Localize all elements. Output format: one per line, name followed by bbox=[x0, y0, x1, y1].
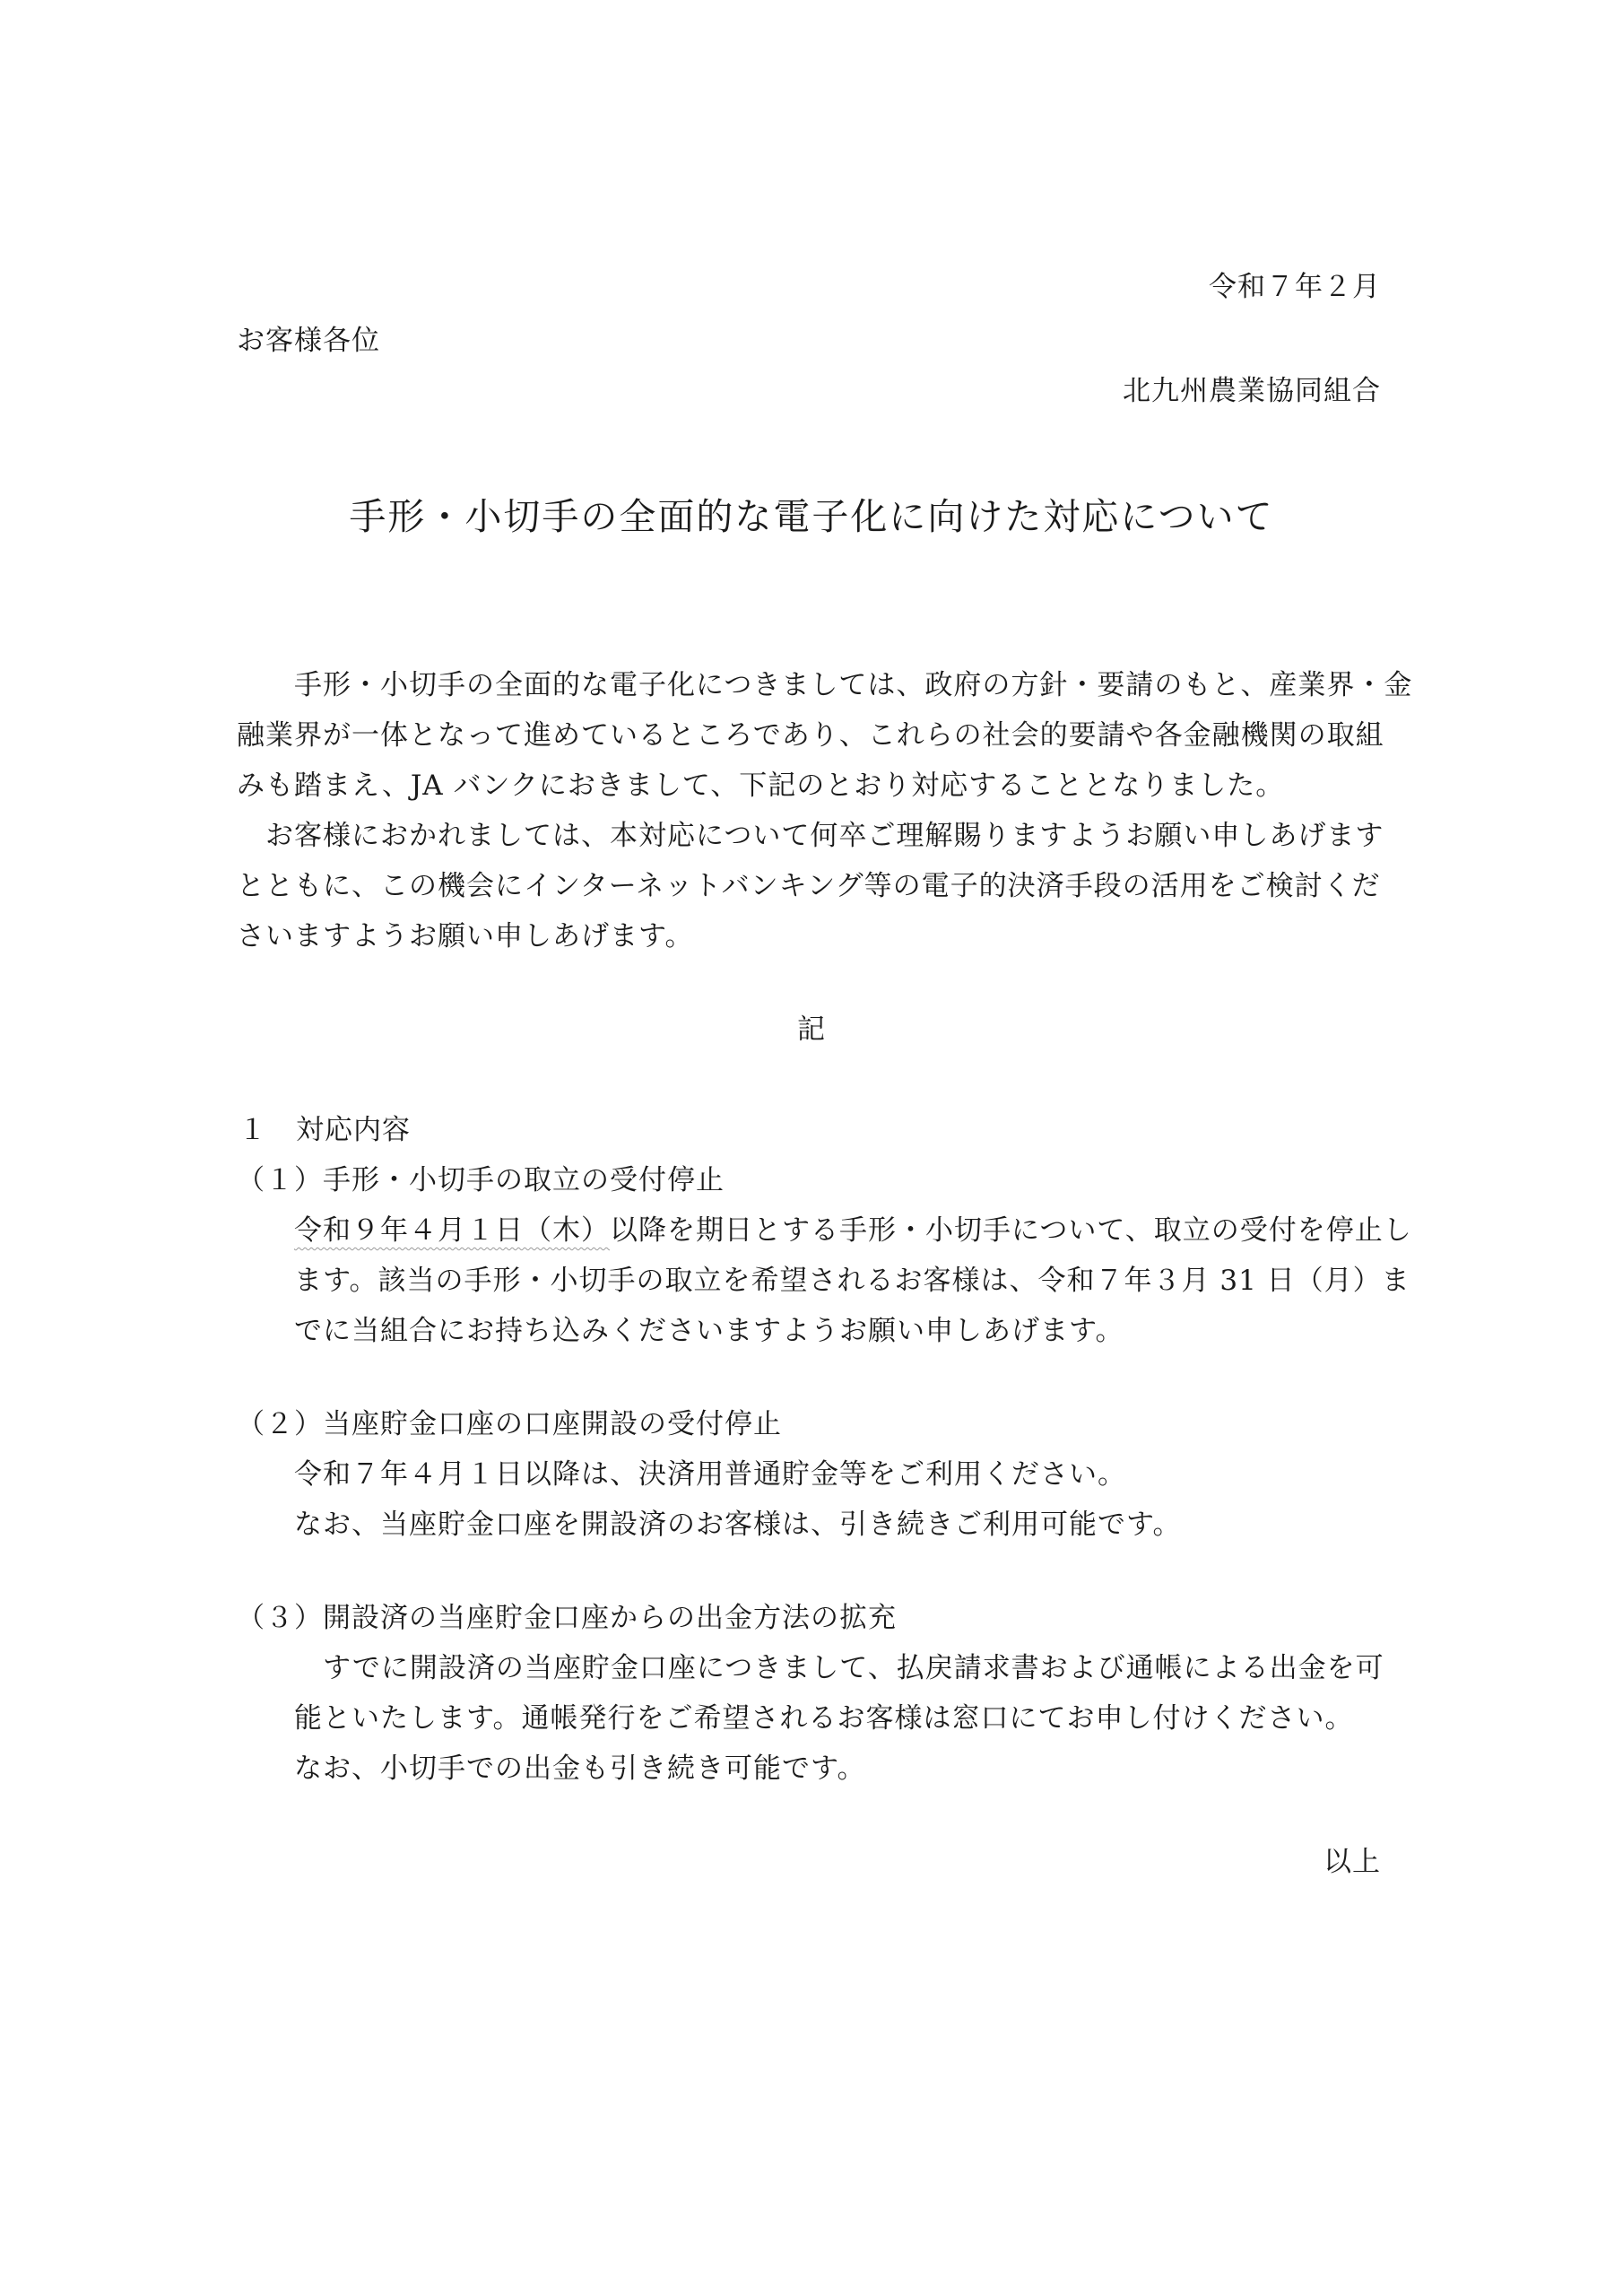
item-1-heading: （１）手形・小切手の取立の受付停止 bbox=[237, 1164, 725, 1196]
addressee: お客様各位 bbox=[237, 325, 380, 357]
item-2-line-2: なお、当座貯金口座を開設済のお客様は、引き続きご利用可能です。 bbox=[294, 1509, 1182, 1541]
intro-paragraph-2-line-3: さいますようお願い申しあげます。 bbox=[237, 920, 694, 952]
item-1-line-2: ます。該当の手形・小切手の取立を希望されるお客様は、令和７年３月 31 日（月）ま bbox=[294, 1265, 1410, 1297]
closing-ijo: 以上 bbox=[1324, 1846, 1381, 1878]
item-1-line-1-rest: 以降を期日とする手形・小切手について、取立の受付を停止し bbox=[610, 1214, 1412, 1247]
item-3-line-1: すでに開設済の当座貯金口座につきまして、払戻請求書および通帳による出金を可 bbox=[323, 1652, 1384, 1684]
intro-paragraph-2-line-2: とともに、この機会にインターネットバンキング等の電子的決済手段の活用をご検討くだ bbox=[237, 870, 1381, 902]
intro-paragraph-1-line-3: みも踏まえ、JA バンクにおきまして、下記のとおり対応することとなりました。 bbox=[237, 770, 1285, 802]
item-3-heading: （３）開設済の当座貯金口座からの出金方法の拡充 bbox=[237, 1602, 897, 1634]
sender-organization: 北九州農業協同組合 bbox=[1123, 375, 1381, 407]
intro-paragraph-1-line-1: 手形・小切手の全面的な電子化につきましては、政府の方針・要請のもと、産業界・金 bbox=[294, 669, 1413, 701]
item-1-line-3: でに当組合にお持ち込みくださいますようお願い申しあげます。 bbox=[294, 1315, 1124, 1347]
item-1-line-1 bbox=[294, 1213, 1412, 1248]
item-2-line-1: 令和７年４月１日以降は、決済用普通貯金等をご利用ください。 bbox=[294, 1458, 1126, 1491]
section-1-heading: １ 対応内容 bbox=[239, 1114, 411, 1146]
document-title: 手形・小切手の全面的な電子化に向けた対応について bbox=[349, 495, 1274, 538]
ki-heading: 記 bbox=[797, 1013, 826, 1046]
item-3-line-3: なお、小切手での出金も引き続き可能です。 bbox=[294, 1752, 866, 1785]
intro-paragraph-2-line-1: お客様におかれましては、本対応について何卒ご理解賜りますようお願い申しあげます bbox=[265, 820, 1384, 852]
document-date: 令和７年２月 bbox=[1209, 271, 1381, 303]
item-3-line-2: 能といたします。通帳発行をご希望されるお客様は窓口にてお申し付けください。 bbox=[294, 1702, 1354, 1735]
item-1-date-underlined: 令和９年４月１日（木） bbox=[294, 1214, 610, 1247]
intro-paragraph-1-line-2: 融業界が一体となって進めているところであり、これらの社会的要請や各金融機関の取組 bbox=[237, 719, 1384, 752]
item-2-heading: （２）当座貯金口座の口座開設の受付停止 bbox=[237, 1408, 782, 1440]
